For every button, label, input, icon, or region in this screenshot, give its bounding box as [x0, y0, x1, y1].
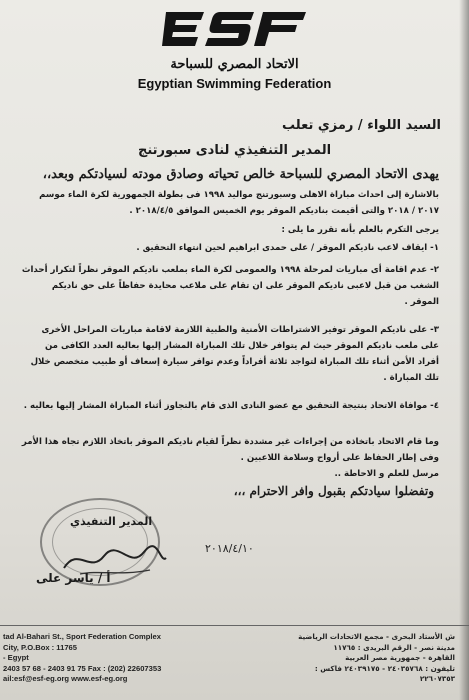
addressee: السيد اللواء / رمزي تعلب	[282, 118, 441, 133]
notice-line: مرسل للعلم و الاحاطة ..	[334, 469, 439, 479]
greeting-line: يهدى الاتحاد المصري للسباحة خالص تحياته وصادق مودته لسيادتكم وبعد،،	[42, 167, 439, 182]
decision-item-3: ٣- على ناديكم الموقر توفير الاشتراطات الأمنية والطبية اللازمة لاقامة مباريات المراحل الأخرى على ملعب ناديكم الموقر حيث لم يتوافر خلال تلك المباراة المشار إليها بعاليه العدد الكافى من أفراد الأمن أثناء تلك المباراة لتواجد ثلاثة أفراداً وعدم توافر سيارة إسعاف أو طبيب متخصص خلال تلك المباراة .	[30, 325, 439, 383]
esf-logo-mark	[160, 6, 310, 54]
footer-ar-line: ش الأستاد البحرى - مجمع الاتحادات الرياضية	[298, 632, 455, 641]
footer-address-arabic	[298, 632, 455, 685]
decision-item-4: ٤- موافاة الاتحاد بنتيجة التحقيق مع عضو النادى الذى قام بالتجاوز أثناء المباراة المشار إليها بعاليه .	[23, 401, 439, 411]
footer-ar-line: مدينة نصر - الرقم البريدى : ١١٧٦٥	[333, 642, 455, 652]
decision-intro: يرجى التكرم بالعلم بأنه تقرر ما يلى :	[281, 225, 439, 235]
intro-paragraph: بالاشارة إلى احداث مباراة الاهلى وسبورتنج مواليد ١٩٩٨ فى بطولة الجمهورية لكرة الماء موسم ٢٠١٧ / ٢٠١٨ والتى أقيمت بناديكم الموقر يوم الخميس الموافق ٢٠١٨/٤/٥ .	[39, 190, 439, 216]
esf-logo	[0, 6, 469, 54]
closing-paragraph: وما قام الاتحاد باتخاذه من إجراءات غير مشددة نظراً لقيام ناديكم الموقر باتخاذ اللازم تجاه هذا الأمر وفى إطار الحفاظ على أرواح وسلامة اللاعبين .	[21, 437, 439, 463]
closing-salutation: وتفضلوا سيادتكم بقبول وافر الاحترام ،،،	[233, 484, 434, 498]
footer-ar-line: ٢٢٦٠٧٣٥٣	[419, 674, 455, 683]
footer-ar-line: تليفون : ٢٤٠٣٥٧٦٨ - ٢٤٠٣٩١٧٥ فاكس :	[314, 663, 455, 673]
footer-en-line: - Egypt	[3, 653, 29, 662]
footer-en-line: City, P.O.Box : 11765	[3, 642, 78, 652]
subject-line: المدير التنفيذي لنادى سبورتنج	[137, 143, 332, 158]
footer-address-english	[3, 632, 161, 685]
footer-ar-line: القاهرة - جمهورية مصر العربية	[345, 653, 455, 662]
decision-item-1: ١- ايقاف لاعب ناديكم الموقر / على حمدى ابراهيم لحين انتهاء التحقيق .	[136, 243, 439, 253]
footer-en-line: ail:esf@esf-eg.org www.esf-eg.org	[3, 674, 128, 683]
footer-en-line: 2403 57 68 - 2403 91 75 Fax : (202) 22607353	[3, 663, 162, 673]
signer-title: المدير التنفيذي	[70, 515, 153, 528]
footer-divider	[0, 625, 469, 626]
footer-en-line: tad Al-Bahari St., Sport Federation Complex	[3, 632, 161, 641]
page-edge-shadow	[459, 0, 469, 700]
decision-item-2: ٢- عدم اقامة أى مباريات لمرحلة ١٩٩٨ والعمومى لكرة الماء بملعب ناديكم الموقر نظراً لتكرار أحداث الشغب من قبل لاعبى ناديكم الموقر على ان تقام على ملاعب محايدة حفاظاً على حق ناديكم الموقر .	[21, 265, 439, 307]
federation-name-arabic: الاتحاد المصري للسباحة	[170, 57, 299, 72]
federation-name-english: Egyptian Swimming Federation	[137, 76, 332, 91]
letter-date: ٢٠١٨/٤/١٠	[205, 542, 254, 555]
signer-name: أ / ياسر على	[36, 571, 111, 585]
